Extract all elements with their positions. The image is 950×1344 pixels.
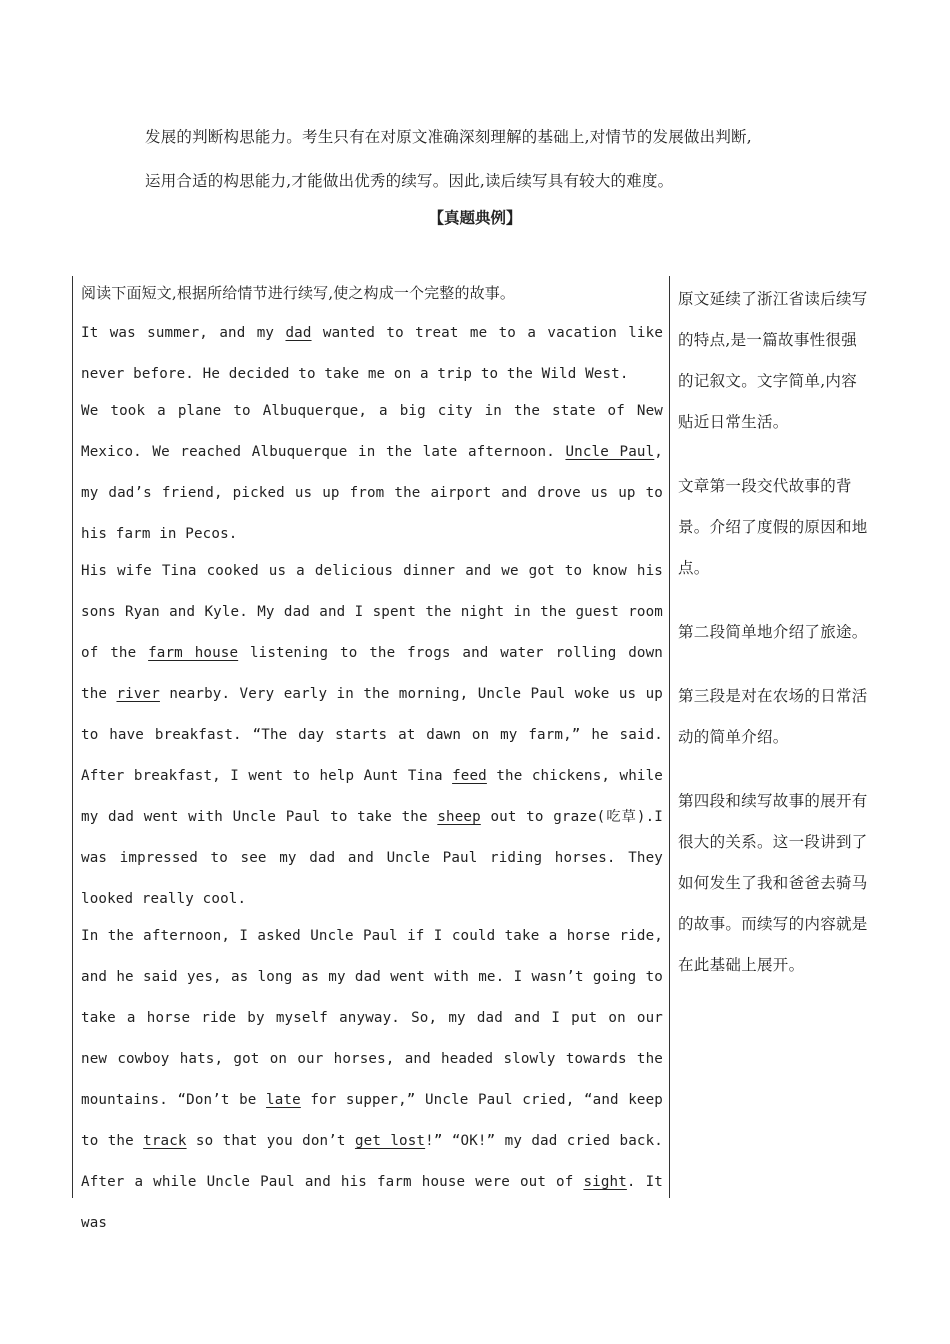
p3-text: listening to the frogs and water rolling down the [81, 645, 663, 702]
paragraph-3 [81, 551, 663, 920]
p1-text: wanted to treat me to a vacation like never before. He decided to take me on a trip to the Wild West. [81, 325, 664, 382]
p3-text: out to graze(吃草).I was impressed to see my dad and Uncle Paul riding horses. They looked really cool. [81, 809, 663, 907]
annotation-note: 第二段简单地介绍了旅途。 [678, 623, 868, 641]
annotation-note: 文章第一段交代故事的背景。介绍了度假的原因和地点。 [678, 477, 868, 577]
p2-text: We took a plane to Albuquerque, a big city in the state of New Mexico. We reached Albuquerque in the late afternoon. [81, 403, 663, 460]
keyword-get-lost: get lost [354, 1133, 426, 1149]
keyword-sight: sight [583, 1174, 627, 1190]
annotation-column [678, 279, 868, 1009]
p3-text: His wife Tina cooked us a delicious dinner and we got to know his sons Ryan and Kyle. My dad and I spent the night in the guest room of the [81, 563, 663, 661]
p4-text: for supper,” Uncle Paul cried, “and keep to the [81, 1092, 663, 1149]
intro-line-2: 运用合适的构思能力,才能做出优秀的续写。因此,读后续写具有较大的难度。 [145, 172, 674, 190]
p1-text: It was summer, and my [81, 325, 286, 341]
keyword-uncle-paul: Uncle Paul [565, 444, 655, 460]
keyword-dad: dad [285, 325, 312, 341]
p4-text: . It was [81, 1174, 663, 1231]
p4-text: In the afternoon, I asked Uncle Paul if I could take a horse ride, and he said yes, as long as my dad went with me. I wasn’t going to take a horse ride by myself anyway. So, my dad and I put on our new cowboy hats, got on our horses, and headed slowly towards the mountains. “Don’t be [81, 928, 663, 1108]
section-heading: 【真题典例】 [428, 208, 522, 227]
intro-line-1: 发展的判断构思能力。考生只有在对原文准确深刻理解的基础上,对情节的发展做出判断, [145, 128, 752, 146]
keyword-track: track [143, 1133, 187, 1149]
annotation-note: 第四段和续写故事的展开有很大的关系。这一段讲到了如何发生了我和爸爸去骑马的故事。而续写的内容就是在此基础上展开。 [678, 792, 868, 974]
table-left-border [72, 276, 73, 1198]
paragraph-2 [81, 391, 663, 555]
passage-column [81, 282, 663, 1244]
paragraph-1 [81, 313, 663, 395]
p4-text: so that you don’t [186, 1133, 355, 1149]
keyword-late: late [266, 1092, 301, 1108]
annotation-note: 第三段是对在农场的日常活动的简单介绍。 [678, 687, 868, 746]
p3-text: nearby. Very early in the morning, Uncle Paul woke us up to have breakfast. “The day starts at dawn on my farm,” he said. After breakfast, I went to help Aunt Tina [81, 686, 663, 784]
keyword-river: river [116, 686, 160, 702]
table-column-divider [669, 276, 670, 1198]
paragraph-4 [81, 916, 663, 1244]
annotation-note: 原文延续了浙江省读后续写的特点,是一篇故事性很强的记叙文。文字简单,内容贴近日常生活。 [678, 290, 868, 431]
keyword-feed: feed [452, 768, 487, 784]
p3-text: the chickens, while my dad went with Uncle Paul to take the [81, 768, 663, 825]
instruction-text: 阅读下面短文,根据所给情节进行续写,使之构成一个完整的故事。 [81, 284, 516, 302]
p4-text: !” “OK!” my dad cried back. After a while Uncle Paul and his farm house were out of [81, 1133, 663, 1190]
p2-text: , my dad’s friend, picked us up from the airport and drove us up to his farm in Pecos. [81, 444, 663, 542]
keyword-sheep: sheep [437, 809, 481, 825]
keyword-farm-house: farm house [148, 645, 239, 661]
